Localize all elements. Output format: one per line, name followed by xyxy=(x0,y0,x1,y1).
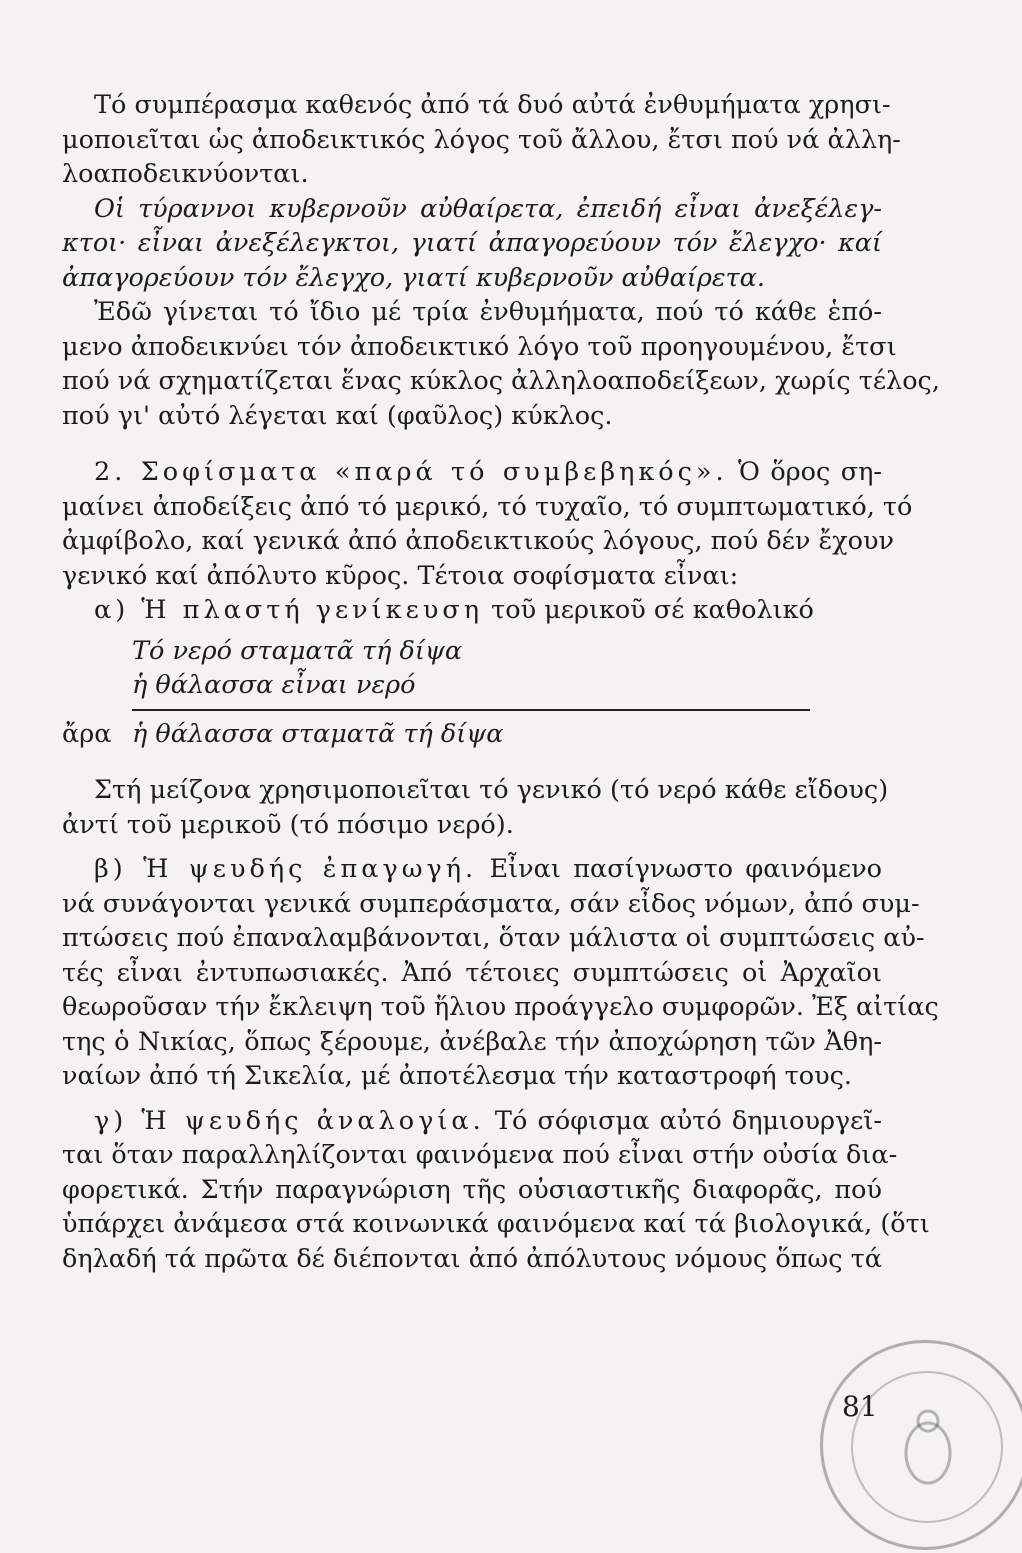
item-b-heading: β) Ἡ ψευδής ἐπαγωγή. xyxy=(94,854,478,884)
section-2-heading: 2. Σοφίσματα «παρά τό συμβεβηκός». xyxy=(94,457,728,487)
stamp-emblem-icon xyxy=(823,1343,1022,1553)
syllogism-conclusion: ἡ θάλασσα σταματᾶ τή δίψα xyxy=(132,718,504,749)
syllogism-premise-1: Τό νερό σταματᾶ τή δίψα xyxy=(132,635,463,666)
paragraph-1-line: Τό συμπέρασμα καθενός ἀπό τά δυό αὐτά ἐνθυμήματα χρησι- xyxy=(94,90,891,120)
item-c-rest: Τό σόφισμα αὐτό δημιουργεῖ- xyxy=(484,1105,882,1136)
item-c-body-line: φορετικά. Στήν παραγνώριση τῆς οὐσιαστικῆς διαφορᾶς, πού xyxy=(62,1174,882,1205)
item-c-body-line: ὑπάρχει ἀνάμεσα στά κοινωνικά φαινόμενα καί τά βιολογικά, (ὅτι xyxy=(62,1209,930,1239)
item-b-body-line: πτώσεις πού ἐπαναλαμβάνονται, ὅταν μάλιστα οἱ συμπτώσεις αὐ- xyxy=(62,923,925,953)
item-a-line xyxy=(62,593,882,628)
item-c-heading: γ) Ἡ ψευδής ἀναλογία. xyxy=(94,1105,485,1136)
item-b-line xyxy=(62,852,882,887)
paragraph-2-line: πού νά σχηματίζεται ἕνας κύκλος ἀλληλοαποδείξεων, χωρίς τέλος, xyxy=(62,366,940,396)
library-stamp xyxy=(820,1340,1022,1550)
italic-example-line: κτοι· εἶναι ἀνεξέλεγκτοι, γιατί ἀπαγορεύουν τόν ἔλεγχο· καί xyxy=(62,228,882,258)
section-2-line: μαίνει ἀποδείξεις ἀπό τό μερικό, τό τυχαῖο, τό συμπτωματικό, τό xyxy=(62,491,913,522)
paragraph-1-line: λοαποδεικνύονται. xyxy=(62,159,309,189)
syllogism xyxy=(62,634,882,752)
item-c-body-line: δηλαδή τά πρῶτα δέ διέπονται ἀπό ἀπόλυτους νόμους ὅπως τά xyxy=(62,1243,882,1274)
item-b-rest: Εἶναι πασίγνωστο φαινόμενο xyxy=(477,854,882,884)
section-2-line: ἀμφίβολο, καί γενικά ἀπό ἀποδεικτικούς λόγους, πού δέν ἔχουν xyxy=(62,526,894,556)
paragraph-2-line: πού γι' αὐτό λέγεται καί (φαῦλος) κύκλος. xyxy=(62,400,613,431)
page-number: 81 xyxy=(842,1390,878,1423)
syllogism-premise-2: ἡ θάλασσα εἶναι νερό xyxy=(132,670,416,700)
item-c-body-line: ται ὅταν παραλληλίζονται φαινόμενα πού εἶναι στήν οὐσία δια- xyxy=(62,1140,898,1170)
paragraph-2-line: Ἐδῶ γίνεται τό ἴδιο μέ τρία ἐνθυμήματα, πού τό κάθε ἑπό- xyxy=(94,297,882,327)
syllogism-rule xyxy=(132,709,810,711)
item-b-body-line: τές εἶναι ἐντυπωσιακές. Ἀπό τέτοιες συμπτώσεις οἱ Ἀρχαῖοι xyxy=(62,957,882,988)
paragraph-1-line: μοποιεῖται ὡς ἀποδεικτικός λόγος τοῦ ἄλλου, ἔτσι πού νά ἀλλη- xyxy=(62,124,901,155)
paragraph-3-line: Στή μείζονα χρησιμοποιεῖται τό γενικό (τό νερό κάθε εἴδους) xyxy=(94,775,889,805)
item-b-body-line: νά συνάγονται γενικά συμπεράσματα, σάν εἶδος νόμων, ἀπό συμ- xyxy=(62,888,920,919)
syllogism-ara: ἄρα xyxy=(62,718,112,749)
item-b-body-line: ναίων ἀπό τή Σικελία, μέ ἀποτέλεσμα τήν καταστροφή τους. xyxy=(62,1061,852,1091)
italic-example-line: ἀπαγορεύουν τόν ἔλεγχο, γιατί κυβερνοῦν αὐθαίρετα. xyxy=(62,262,765,293)
item-a-rest: τοῦ μερικοῦ σέ καθολικό xyxy=(483,595,814,625)
paragraph-3-line: ἀντί τοῦ μερικοῦ (τό πόσιμο νερό). xyxy=(62,809,514,840)
syllogism-conclusion-line xyxy=(62,717,882,752)
item-c-line xyxy=(62,1104,882,1139)
paragraph-2-line: μενο ἀποδεικνύει τόν ἀποδεικτικό λόγο τοῦ προηγουμένου, ἔτσι xyxy=(62,331,897,362)
item-b-body-line: της ὁ Νικίας, ὅπως ξέρουμε, ἀνέβαλε τήν ἀποχώρηση τῶν Ἀθη- xyxy=(62,1026,882,1057)
section-2-heading-line xyxy=(62,455,882,490)
italic-example-line: Οἱ τύραννοι κυβερνοῦν αὐθαίρετα, ἐπειδή εἶναι ἀνεξέλεγ- xyxy=(94,193,882,224)
section-2-line: γενικό καί ἀπόλυτο κῦρος. Τέτοια σοφίσματα εἶναι: xyxy=(62,560,739,591)
section-2-heading-rest: Ὁ ὅρος ση- xyxy=(738,457,883,487)
item-b-body-line: θεωροῦσαν τήν ἔκλειψη τοῦ ἥλιου προάγγελο συμφορῶν. Ἐξ αἰτίας xyxy=(62,992,939,1022)
item-a-heading: α) Ἡ πλαστή γενίκευση xyxy=(94,595,484,625)
page-body xyxy=(62,88,940,1276)
